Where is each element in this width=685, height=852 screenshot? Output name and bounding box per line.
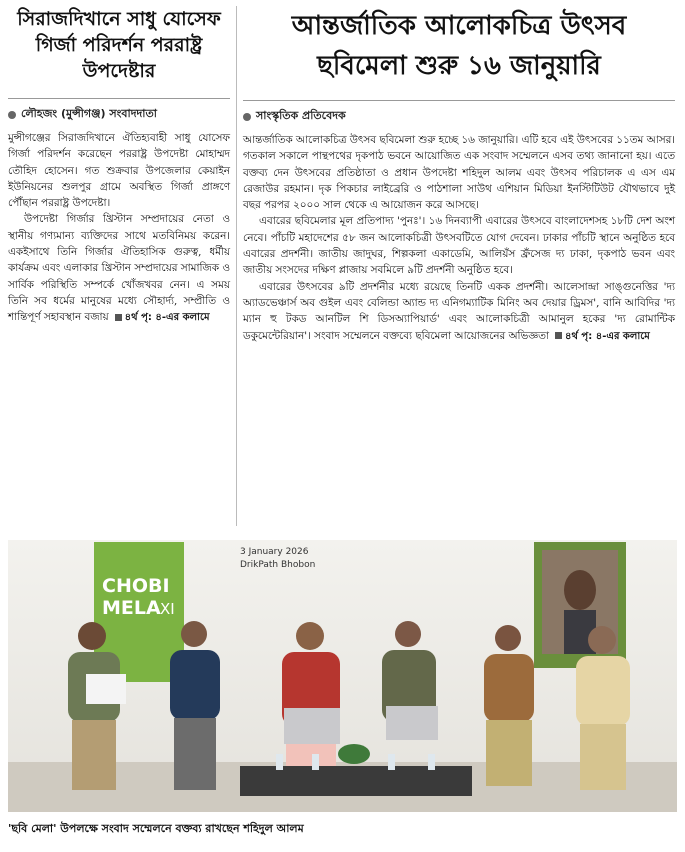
right-byline-text: সাংস্কৃতিক প্রতিবেদক (256, 109, 346, 122)
column-divider (236, 6, 237, 526)
left-continuation-text: ৪র্থ পৃ: ৪-এর কলামে (124, 312, 210, 324)
right-continuation (549, 331, 650, 342)
press-conference-photo (8, 540, 677, 812)
right-body (243, 132, 675, 345)
left-paragraph-text: উপদেষ্টা গির্জার খ্রিস্টান সম্প্রদায়ের নেতা ও স্থানীয় গণ্যমান্য ব্যক্তিদের সাথে মতবিনিময় করেন। একইসাথে তিনি গির্জার ঐতিহাসিক গুরুত্ব, ধর্মীয় কার্যক্রম এবং এলাকার খ্রিস্টান সম্প্রদায়ের সামাজিক ও সার্বিক পরিস্থিতি সম্পর্কে খোঁজখবর নেন। এ সময় তিনি সব ধর্মের মানুষের মধ্যে সৌহার্দ্য, সম্প্রীতি ও শান্তিপূর্ণ সহাবস্থান বজায় (8, 213, 230, 324)
right-paragraph: আন্তর্জাতিক আলোকচিত্র উৎসব ছবিমেলা শুরু হচ্ছে ১৬ জানুয়ারি। এটি হবে এই উৎসবের ১১তম আসর। গতকাল সকালে পান্থপথের দৃকপাঠ ভবনে আয়োজিত এক সংবাদ সম্মেলনে এসব তথ্য জানানো হয়। এতে বক্তব্য দেন উৎসবের প্রতিষ্ঠাতা ও প্রধান উপদেষ্টা শহিদুল আলম এবং উৎসব পরিচালক এ এস এম রেজাউর রহমান। দৃক পিকচার লাইব্রেরি ও পাঠশালা সাউথ এশিয়ান মিডিয়া ইনস্টিটিউট যৌথভাবে দুই বছর পরপর ২০০০ সাল থেকে এ আয়োজন করে আসছে। (243, 134, 675, 212)
banner-line1: CHOBI (102, 575, 170, 597)
banner-edition: XI (160, 600, 175, 618)
right-paragraph-text: এবারের উৎসবের ৯টি প্রদর্শনীর মধ্যে রয়েছে তিনটি একক প্রদর্শনী। আলেসান্দ্রা সাঙ্গুনেত্তির 'দ্য অ্যাডভেঞ্চার্স অব গুইল এবং বেলিন্ডা অ্যান্ড দ্য এনিগম্যাটিক মিনিং অব দেয়ার ড্রিমস', বানি আবিদির 'দ্য ম্যান হু টকড আনটিল শি ডিসঅ্যাপিয়ার্ড' এবং আলোকচিত্রী আমানুল হকের 'দ্য রোমান্টিক ডকুমেন্টেরিয়ান'। সংবাদ সম্মেলনে বক্তব্যে ছবিমেলা আয়োজনের অভিজ্ঞতা (243, 280, 675, 342)
left-body (8, 130, 230, 327)
speaker-5 (484, 625, 534, 786)
left-headline: সিরাজদিখানে সাধু যোসেফ গির্জা পরিদর্শন পররাষ্ট্র উপদেষ্টার (17, 8, 221, 82)
speaker-3 (282, 622, 340, 766)
left-paragraph: মুন্সীগঞ্জের সিরাজদিখানে ঐতিহ্যবাহী সাধু যোসেফ গির্জা পরিদর্শন করেছেন পররাষ্ট্র উপদেষ্টা মোহাম্মদ তৌহিদ হোসেন। গত শুক্রবার উপজেলার কেয়াইন ইউনিয়নের শুলপুর গ্রামে অবস্থিত গির্জা প্রাঙ্গণে পৌঁছান পররাষ্ট্র উপদেষ্টা। (8, 132, 230, 210)
square-icon (115, 314, 122, 321)
speaker-4 (382, 621, 438, 740)
conference-table (240, 766, 472, 796)
backdrop-date: 3 January 2026 (240, 547, 309, 557)
banner-line2: MELA (102, 597, 161, 619)
left-byline-text: লৌহজং (মুন্সীগঞ্জ) সংবাদদাতা (21, 107, 157, 120)
right-headline: আন্তর্জাতিক আলোকচিত্র উৎসব ছবিমেলা শুরু ১৬ জানুয়ারি (291, 11, 627, 81)
left-byline (8, 98, 230, 124)
right-story (243, 6, 675, 345)
right-paragraph: এবারের ছবিমেলার মূল প্রতিপাদ্য 'পুনঃ'। ১৬ দিনব্যাপী এবারের উৎসবে বাংলাদেশসহ ১৮টি দেশ অংশ নেবে। পাঁচটি মহাদেশের ৫৮ জন আলোকচিত্রী উৎসবটিতে যোগ দেবেন। ঢাকার পাঁচটি স্থানে অনুষ্ঠিত হবে এবারের প্রদর্শনী। জাতীয় জাদুঘর, শিল্পকলা একাডেমি, আলিয়ঁস ফ্রঁসেজ দ্য ঢাকা, দৃকপাঠ ভবন এবং জাতীয় সংসদের দক্ষিণ প্লাজায় সবমিলে ৯টি প্রদর্শনী অনুষ্ঠিত হবে। (243, 215, 675, 277)
photo-caption: 'ছবি মেলা' উপলক্ষে সংবাদ সম্মেলনে বক্তব্য রাখছেন শহিদুল আলম (8, 822, 304, 835)
right-byline (243, 100, 675, 126)
right-paragraph (243, 279, 675, 345)
right-continuation-text: ৪র্থ পৃ: ৪-এর কলামে (564, 330, 650, 342)
bullet-icon (243, 113, 251, 121)
left-continuation (109, 312, 210, 323)
backdrop-venue: DrikPath Bhobon (240, 560, 316, 570)
bullet-icon (8, 111, 16, 119)
left-paragraph (8, 211, 230, 326)
square-icon (555, 332, 562, 339)
left-story (8, 6, 230, 327)
